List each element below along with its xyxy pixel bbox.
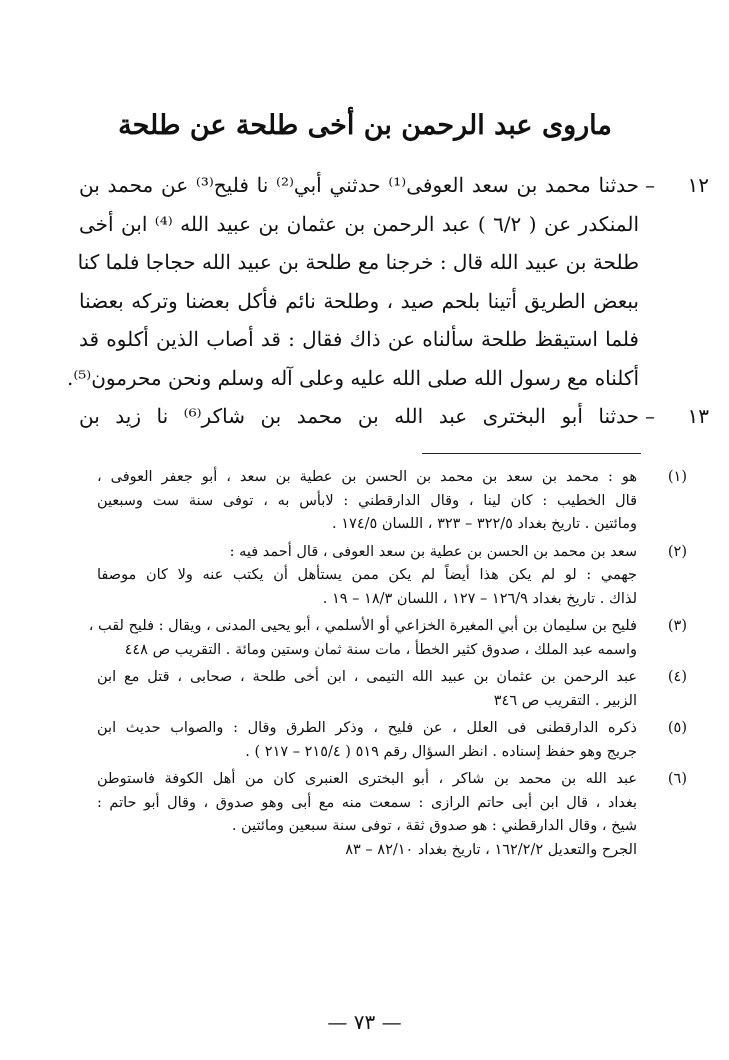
hadith-13-text-1: حدثنا أبو البخترى عبد الله بن محمد بن شاكر⁽⁶⁾ نا زيد بن <box>79 404 639 428</box>
hadith-12-line-2: المنكدر عن ( ٦/٢ ) عبد الرحمن بن عثمان بن عبيد الله ⁽⁴⁾ ابن أخى <box>79 211 640 236</box>
footnote-line: سعد بن محمد بن الحسن بن عطية بن سعد العوفى ، قال أحمد فيه : <box>229 543 637 560</box>
footnote-number: (٤) <box>667 669 687 685</box>
footnote-3 <box>88 615 687 662</box>
chapter-title: ماروى عبد الرحمن بن أخى طلحة عن طلحة <box>118 110 612 141</box>
hadith-12-line-1 <box>79 166 709 205</box>
hadith-13-number: ١٣ – <box>645 404 709 428</box>
page-number: — ٧٣ — <box>327 1010 402 1034</box>
hadith-12-line-5: فلما استيقظ طلحة سألناه عن ذاك فقال : قد أصاب الذين أكلوه قد <box>79 327 639 351</box>
hadith-12-line-3: طلحة بن عبيد الله قال : خرجنا مع طلحة بن عبيد الله حجاجا فلما كنا <box>77 250 639 274</box>
footnote-5 <box>97 717 687 764</box>
hadith-12-line-4: ببعض الطريق أتينا بلحم صيد ، وطلحة نائم فأكل بعضنا وتركه بعضنا <box>79 288 639 313</box>
footnote-line: هو : محمد بن سعد بن محمد بن الحسن بن عطية بن سعد ، أبو جعفر العوفى ، <box>97 469 637 485</box>
footnote-4 <box>97 666 687 713</box>
footnote-line: واسمه عبد الملك ، صدوق كثير الخطأ ، مات سنة ثمان وستين ومائة . التقريب ص ٤٤٨ <box>124 641 637 658</box>
footnote-line: فليح بن سليمان بن أبي المغيرة الخزاعي أو الأسلمي ، أبو يحيى المدنى ، ويقال : فليح لقب ، <box>88 618 637 634</box>
footnote-number: (٣) <box>667 618 687 634</box>
hadith-12-line-6: أكلناه مع رسول الله صلى الله عليه وعلى آله وسلم ونحن محرمون⁽⁵⁾. <box>66 365 639 390</box>
footnote-line: الزبير . التقريب ص ٣٤٦ <box>493 692 637 709</box>
main-text <box>66 166 709 436</box>
footnote-line: عبد الله بن محمد بن شاكر ، أبو البخترى العنبرى كان من أهل الكوفة فاستوطن <box>97 771 637 787</box>
footnote-line: ومائتين . تاريخ بغداد ٣٢٢/٥ – ٣٢٣ ، اللسان ١٧٤/٥ . <box>332 516 637 532</box>
footnote-6 <box>97 768 687 862</box>
hadith-13-line-1 <box>79 397 709 436</box>
footnote-line: الجرح والتعديل ١٦٢/٢/٢ ، تاريخ بغداد ٨٢/١٠ – ٨٣ <box>345 841 637 858</box>
footnote-line: عبد الرحمن بن عثمان بن عبيد الله التيمى ، ابن أخى طلحة ، صحابى ، قتل مع ابن <box>97 669 637 685</box>
footnotes <box>88 466 687 866</box>
footnote-number: (٦) <box>667 771 687 787</box>
footnote-number: (٥) <box>667 720 687 736</box>
footnote-2 <box>97 541 687 612</box>
footnote-line: قال الخطيب : كان لينا ، وقال الدارقطني : لابأس به ، توفى سنة ست وسبعين <box>97 492 637 509</box>
hadith-12-number: ١٢ – <box>645 173 709 197</box>
footnote-line: شيخ ، وقال الدارقطني : هو صدوق ثقة ، توفى سنة سبعين ومائتين . <box>231 818 637 834</box>
footnote-line: جريج وهو حفظ إسناده . انظر السؤال رقم ٥١٩ ( ٢١٥/٤ – ٢١٧ ) . <box>245 743 637 760</box>
footnote-1 <box>97 466 687 537</box>
footnote-line: لذاك . تاريخ بغداد ١٢٦/٩ – ١٢٧ ، اللسان ١٨/٣ – ١٩ . <box>322 590 637 607</box>
hadith-12-text-1: حدثنا محمد بن سعد العوفى⁽¹⁾ حدثني أبي⁽²⁾ نا فليح⁽³⁾ عن محمد بن <box>79 173 640 197</box>
footnote-line: جهمي : لو لم يكن هذا أيضاً لم يكن ممن يستأهل أن يكتب عنه ولا كان موصفا <box>97 567 637 583</box>
footnote-line: بغداد ، قال ابن أبى حاتم الرازى : سمعت منه مع أبى وهو صدوق ، وقال أبو حاتم : <box>97 794 637 811</box>
footnote-number: (٢) <box>667 543 687 560</box>
footnote-line: ذكره الدارقطنى فى العلل ، عن فليح ، وذكر الطرق وقال : والصواب حديث ابن <box>97 720 637 736</box>
footnote-separator <box>422 453 641 454</box>
footnote-number: (١) <box>667 469 687 485</box>
